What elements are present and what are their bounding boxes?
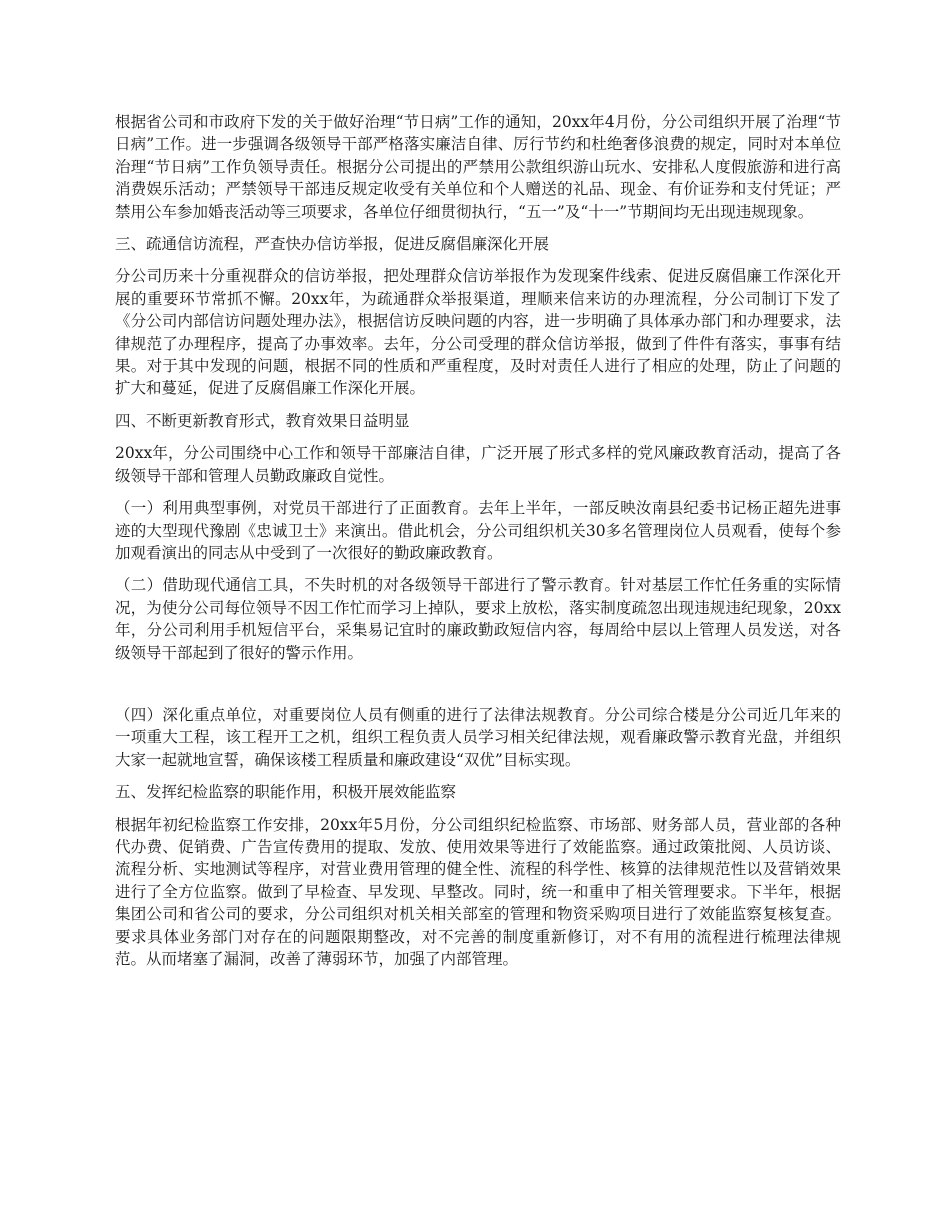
paragraph-education-2: （二）借助现代通信工具，不失时机的对各级领导干部进行了警示教育。针对基层工作忙任务重的实际情况，为使分公司每位领导不因工作忙而学习上掉队，要求上放松，落实制度疏忽出现违规违纪现象，20xx年，分公司利用手机短信平台，采集易记宜时的廉政勤政短信内容，每周给中层以上管理人员发送，对各级领导干部起到了很好的警示作用。 [115, 576, 841, 662]
paragraph-holiday-disease: 根据省公司和市政府下发的关于做好治理“节日病”工作的通知，20xx年4月份，分公司组织开展了治理“节日病”工作。进一步强调各级领导干部严格落实廉洁自律、厉行节约和杜绝奢侈浪费的规定，同时对本单位治理“节日病”工作负领导责任。根据分公司提出的严禁用公款组织游山玩水、安排私人度假旅游和进行高消费娱乐活动；严禁领导干部违反规定收受有关单位和个人赠送的礼品、现金、有价证券和支付凭证；严禁用公车参加婚丧活动等三项要求，各单位仔细贯彻执行，“五一”及“十一”节期间均无出现违规现象。 [115, 113, 841, 221]
section-heading-4: 四、不断更新教育形式，教育效果日益明显 [115, 411, 410, 430]
paragraph-petition: 分公司历来十分重视群众的信访举报，把处理群众信访举报作为发现案件线索、促进反腐倡廉工作深化开展的重要环节常抓不懈。20xx年，为疏通群众举报渠道，理顺来信来访的办理流程，分公司制订下发了《分公司内部信访问题处理办法》，根据信访反映问题的内容，进一步明确了具体承办部门和办理要求，法律规范了办理程序，提高了办事效率。去年，分公司受理的群众信访举报，做到了件件有落实，事事有结果。对于其中发现的问题，根据不同的性质和严重程度，及时对责任人进行了相应的处理，防止了问题的扩大和蔓延，促进了反腐倡廉工作深化开展。 [115, 267, 841, 398]
document-body [115, 111, 841, 980]
paragraph-education-1: （一）利用典型事例，对党员干部进行了正面教育。去年上半年，一部反映汝南县纪委书记杨正超先进事迹的大型现代豫剧《忠诚卫士》来演出。借此机会，分公司组织机关30多名管理岗位人员观看，使每个参加观看演出的同志从中受到了一次很好的勤政廉政教育。 [115, 499, 841, 562]
paragraph-education-4: （四）深化重点单位，对重要岗位人员有侧重的进行了法律法规教育。分公司综合楼是分公司近几年来的一项重大工程，该工程开工之机，组织工程负责人员学习相关纪律法规，观看廉政警示教育光盘，并组织大家一起就地宣誓，确保该楼工程质量和廉政建设“双优”目标实现。 [115, 705, 841, 769]
blank-gap [115, 674, 841, 704]
paragraph-efficiency-supervision: 根据年初纪检监察工作安排，20xx年5月份，分公司组织纪检监察、市场部、财务部人员，营业部的各种代办费、促销费、广告宣传费用的提取、发放、使用效果等进行了效能监察。通过政策批阅、人员访谈、流程分析、实地测试等程序，对营业费用管理的健全性、流程的科学性、核算的法律规范性以及营销效果进行了全方位监察。做到了早检查、早发现、早整改。同时，统一和重申了相关管理要求。下半年，根据集团公司和省公司的要求，分公司组织对机关相关部室的管理和物资采购项目进行了效能监察复核复查。要求具体业务部门对存在的问题限期整改，对不完善的制度重新修订，对不有用的流程进行梳理法律规范。从而堵塞了漏洞，改善了薄弱环节，加强了内部管理。 [115, 815, 841, 968]
section-heading-5: 五、发挥纪检监察的职能作用，积极开展效能监察 [115, 783, 457, 802]
section-heading-3: 三、疏通信访流程，严查快办信访举报，促进反腐倡廉深化开展 [115, 235, 550, 254]
paragraph-education-intro: 20xx年，分公司围绕中心工作和领导干部廉洁自律，广泛开展了形式多样的党风廉政教育活动，提高了各级领导干部和管理人员勤政廉政自觉性。 [115, 444, 841, 485]
